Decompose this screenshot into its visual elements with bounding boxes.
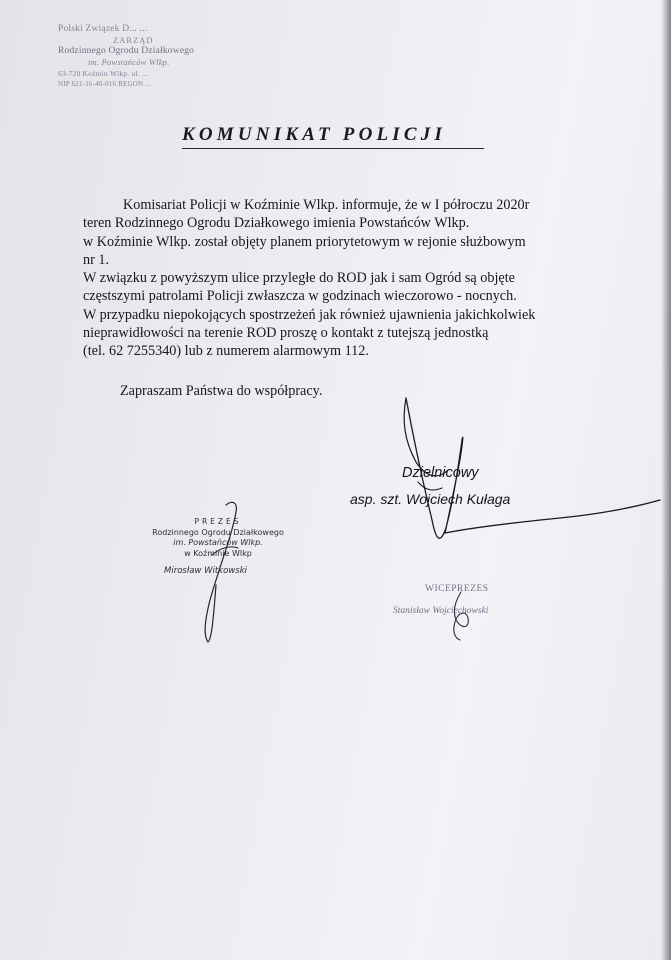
body-line: nieprawidłowości na terenie ROD proszę o kontakt z tutejszą jednostką: [83, 325, 489, 342]
page-edge-shadow: [661, 0, 671, 960]
stamp-line: WICEPREZES: [425, 584, 489, 594]
police-role: Dzielnicowy: [402, 465, 479, 481]
letterhead-line: NIP 621-16-40-016 REGON ...: [58, 80, 152, 88]
body-line: częstszymi patrolami Policji zwłaszcza w godzinach wieczorowo - nocnych.: [83, 288, 517, 305]
stamp-line: Stanisław Wojciechowski: [393, 606, 489, 616]
letterhead-line: 63-720 Koźmin Wlkp. ul. ...: [58, 69, 149, 78]
police-name: asp. szt. Wojciech Kułaga: [350, 491, 511, 507]
police-signature-block: [340, 460, 580, 512]
president-stamp: [138, 517, 298, 577]
stamp-line: Rodzinnego Ogrodu Działkowego: [152, 527, 284, 537]
stamp-line: im. Powstańców Wlkp.: [173, 538, 263, 547]
body-line: W związku z powyższym ulice przyległe do ROD jak i sam Ogród są objęte: [83, 270, 515, 287]
vice-president-stamp: [393, 584, 543, 616]
stamp-line: w Koźminie Wlkp: [184, 548, 252, 558]
body-line: w Koźminie Wlkp. został objęty planem priorytetowym w rejonie służbowym: [83, 233, 526, 250]
body-line: (tel. 62 7255340) lub z numerem alarmowym 112.: [83, 343, 369, 360]
letterhead-line: ZARZĄD: [113, 35, 154, 45]
document-title: KOMUNIKAT POLICJI: [182, 124, 447, 145]
body-line: teren Rodzinnego Ogrodu Działkowego imienia Powstańców Wlkp.: [83, 215, 470, 232]
body-line: nr 1.: [83, 251, 110, 268]
letterhead-line: Rodzinnego Ogrodu Działkowego: [58, 46, 195, 56]
letterhead-line: im. Powstańców Wlkp.: [88, 57, 170, 67]
document-body: [83, 196, 603, 361]
closing-line: Zapraszam Państwa do współpracy.: [120, 383, 323, 399]
body-line: W przypadku niepokojących spostrzeżeń jak również ujawnienia jakichkolwiek: [83, 306, 536, 323]
letterhead-stamp: [58, 24, 258, 90]
stamp-line: Mirosław Witkowski: [164, 566, 248, 576]
letterhead-line: Polski Związek D... ...: [58, 24, 148, 34]
body-line: Komisariat Policji w Koźminie Wlkp. informuje, że w I półroczu 2020r: [123, 197, 530, 213]
title-underline: [182, 148, 484, 149]
stamp-line: PREZES: [194, 517, 242, 526]
